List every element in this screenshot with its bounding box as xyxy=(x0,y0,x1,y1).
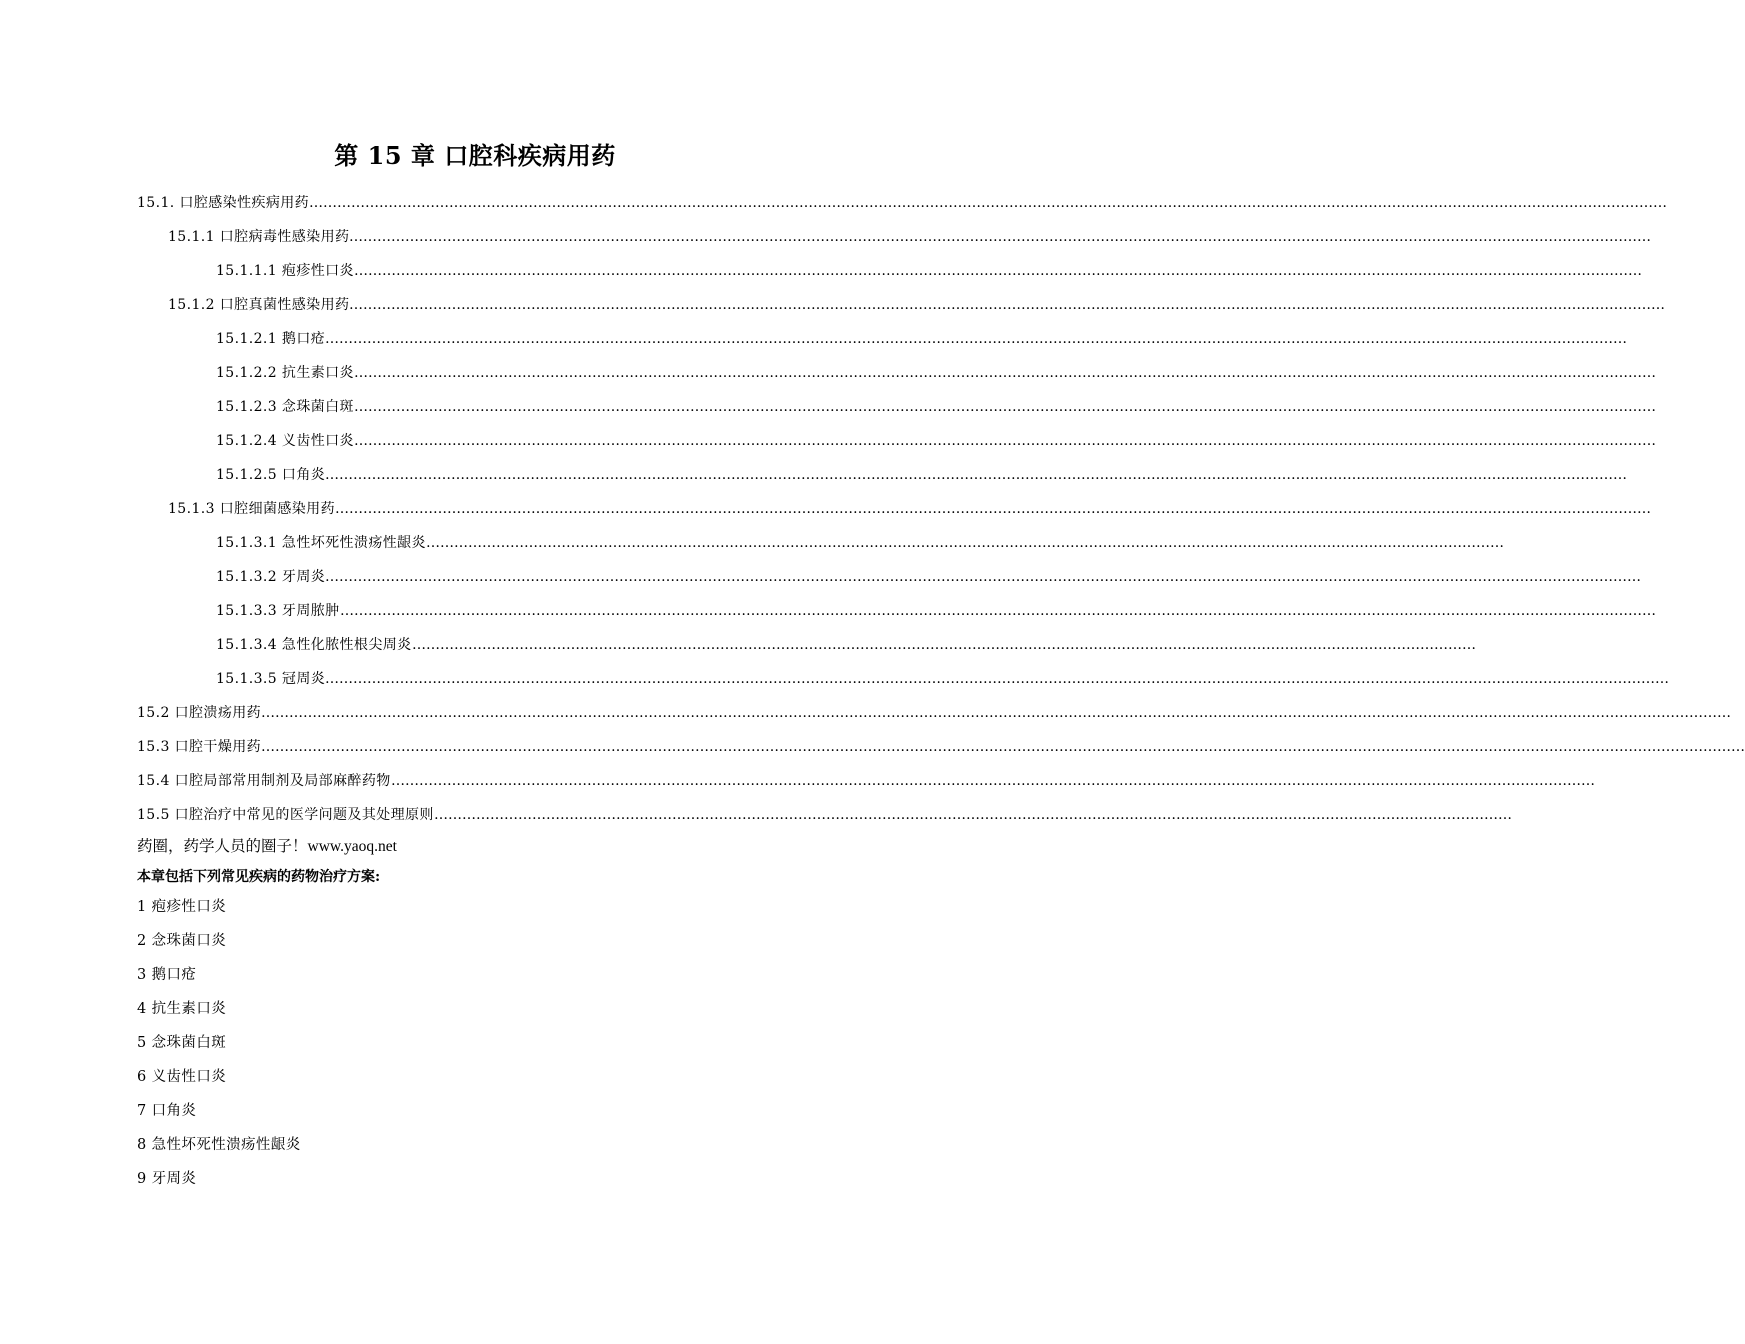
toc-entry-label: 15.1.2.3 念珠菌白斑 xyxy=(216,399,354,415)
toc-entry-label: 15.5 口腔治疗中常见的医学问题及其处理原则 xyxy=(137,807,434,823)
toc-entry[interactable] xyxy=(0,560,1641,594)
toc-entry[interactable] xyxy=(0,526,1504,560)
list-item: 3 鹅口疮 xyxy=(137,967,197,983)
toc-entry[interactable] xyxy=(0,254,1642,288)
toc-entry-label: 15.4 口腔局部常用制剂及局部麻醉药物 xyxy=(137,773,391,789)
toc-dot-leader: ……………………………………………………………………………………………………………………………………………………………………………………………………………………………………………………… xyxy=(349,229,1651,245)
toc-dot-leader: ………………………………………………………………………………………………………………………………………………………………………………………………………………………………………………………………………………………… xyxy=(261,739,1745,755)
toc-entry-label: 15.2 口腔溃疡用药 xyxy=(137,705,262,721)
toc-dot-leader: …………………………………………………………………………………………………………………………………………………………………………………………………………………………………………………… xyxy=(354,263,1642,279)
table-of-contents xyxy=(0,186,1745,832)
list-item: 5 念珠菌白斑 xyxy=(137,1035,227,1051)
toc-dot-leader: ……………………………………………………………………………………………………………………………………………………………………………………………………………………………………………………… xyxy=(325,331,1627,347)
toc-entry[interactable] xyxy=(0,594,1656,628)
toc-entry-label: 15.1.3.4 急性化脓性根尖周炎 xyxy=(216,637,412,653)
toc-dot-leader: ……………………………………………………………………………………………………………………………………………………………………………………………………………………………………………………… xyxy=(325,467,1627,483)
toc-dot-leader: ……………………………………………………………………………………………………………………………………………………………………………………………………………………………………………………………………………………… xyxy=(261,705,1731,721)
toc-entry[interactable] xyxy=(0,764,1595,798)
toc-dot-leader: …………………………………………………………………………………………………………………………………………………………………………………………………………………………………… xyxy=(391,773,1595,789)
list-item: 1 疱疹性口炎 xyxy=(137,899,227,915)
toc-entry-label: 15.1.3.1 急性坏死性溃疡性龈炎 xyxy=(216,535,426,551)
toc-entry-label: 15.1.2.5 口角炎 xyxy=(216,467,326,483)
toc-entry-label: 15.1. 口腔感染性疾病用药 xyxy=(137,195,310,211)
toc-entry-label: 15.1.3 口腔细菌感染用药 xyxy=(168,501,335,517)
toc-dot-leader: …………………………………………………………………………………………………………………………………………………………………………………………………………… xyxy=(426,535,1504,551)
toc-dot-leader: ………………………………………………………………………………………………………………………………………………………………………………………………………………………………………………………… xyxy=(335,501,1651,517)
toc-dot-leader: ………………………………………………………………………………………………………………………………………………………………………………………………………………………………………………………………… xyxy=(309,195,1667,211)
toc-dot-leader: ……………………………………………………………………………………………………………………………………………………………………………………………………………………………………………………… xyxy=(354,399,1656,415)
toc-dot-leader: ……………………………………………………………………………………………………………………………………………………………………………………………………………………………………………………… xyxy=(354,433,1656,449)
toc-entry[interactable] xyxy=(0,458,1627,492)
toc-entry-label: 15.1.1 口腔病毒性感染用药 xyxy=(168,229,350,245)
toc-entry-label: 15.1.2.1 鹅口疮 xyxy=(216,331,326,347)
toc-entry[interactable] xyxy=(0,492,1651,526)
toc-dot-leader: ………………………………………………………………………………………………………………………………………………………………………………………………………………………………………………………… xyxy=(349,297,1665,313)
toc-entry[interactable] xyxy=(0,356,1656,390)
site-note: 药圈，药学人员的圈子！www.yaoq.net xyxy=(137,838,397,855)
toc-entry[interactable] xyxy=(0,696,1731,730)
toc-entry[interactable] xyxy=(0,220,1651,254)
list-item: 2 念珠菌口炎 xyxy=(137,933,227,949)
list-item: 7 口角炎 xyxy=(137,1103,197,1119)
toc-entry[interactable] xyxy=(0,730,1745,764)
toc-entry[interactable] xyxy=(0,798,1512,832)
toc-entry[interactable] xyxy=(0,322,1627,356)
toc-entry[interactable] xyxy=(0,662,1669,696)
chapter-title: 第 15 章 口腔科疾病用药 xyxy=(334,141,616,170)
toc-entry[interactable] xyxy=(0,390,1656,424)
list-item: 6 义齿性口炎 xyxy=(137,1069,227,1085)
toc-entry-label: 15.1.2.4 义齿性口炎 xyxy=(216,433,354,449)
toc-entry[interactable] xyxy=(0,424,1656,458)
list-item: 4 抗生素口炎 xyxy=(137,1001,227,1017)
toc-entry-label: 15.1.2 口腔真菌性感染用药 xyxy=(168,297,350,313)
toc-entry-label: 15.1.2.2 抗生素口炎 xyxy=(216,365,354,381)
toc-entry[interactable] xyxy=(0,288,1665,322)
toc-entry-label: 15.1.3.5 冠周炎 xyxy=(216,671,326,687)
toc-dot-leader: ………………………………………………………………………………………………………………………………………………………………………………………………………………………………………………………… xyxy=(340,603,1656,619)
toc-dot-leader: ……………………………………………………………………………………………………………………………………………………………………………………………………………………………………………………………… xyxy=(325,671,1669,687)
toc-entry[interactable] xyxy=(0,186,1667,220)
toc-entry[interactable] xyxy=(0,628,1476,662)
toc-dot-leader: ………………………………………………………………………………………………………………………………………………………………………………………………………………………………………………………… xyxy=(325,569,1641,585)
toc-entry-label: 15.3 口腔干燥用药 xyxy=(137,739,262,755)
toc-entry-label: 15.1.3.3 牙周脓肿 xyxy=(216,603,340,619)
list-item: 9 牙周炎 xyxy=(137,1171,197,1187)
toc-entry-label: 15.1.1.1 疱疹性口炎 xyxy=(216,263,354,279)
toc-dot-leader: …………………………………………………………………………………………………………………………………………………………………………………………………………… xyxy=(434,807,1512,823)
toc-dot-leader: ……………………………………………………………………………………………………………………………………………………………………………………………………………………………………………………… xyxy=(354,365,1656,381)
list-item: 8 急性坏死性溃疡性龈炎 xyxy=(137,1137,301,1153)
section-heading: 本章包括下列常见疾病的药物治疗方案: xyxy=(137,869,381,885)
toc-entry-label: 15.1.3.2 牙周炎 xyxy=(216,569,326,585)
toc-dot-leader: ………………………………………………………………………………………………………………………………………………………………………………………………………… xyxy=(412,637,1476,653)
disease-list xyxy=(137,890,301,1196)
